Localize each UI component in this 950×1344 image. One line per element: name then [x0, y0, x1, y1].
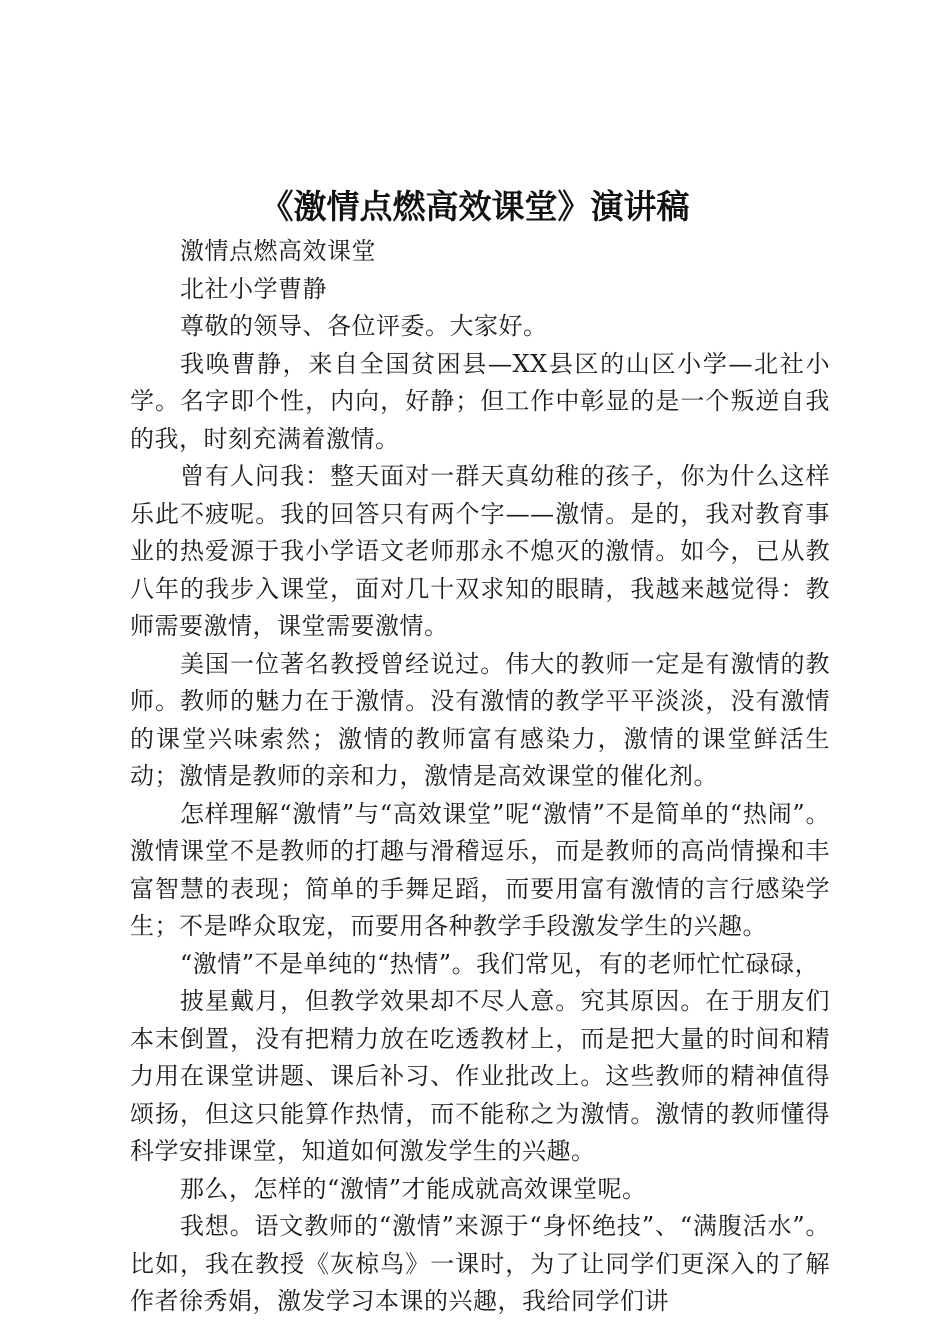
paragraph: “激情”不是单纯的“热情”。我们常见，有的老师忙忙碌碌，: [180, 949, 820, 978]
paragraph: 披星戴月，但教学效果却不尽人意。究其原因。在于朋友们本末倒置，没有把精力放在吃透教材上，而是把大量的时间和精力用在课堂讲题、课后补习、作业批改上。这些教师的精神值得颂扬，但这只能算作热情，而不能称之为激情。激情的教师懂得科学安排课堂，知道如何激发学生的兴趣。: [130, 987, 830, 1165]
paragraph: 我想。语文教师的“激情”来源于“身怀绝技”、“满腹活水”。比如，我在教授《灰椋鸟》一课时，为了让同学们更深入的了解作者徐秀娟，激发学习本课的兴趣，我给同学们讲: [130, 1212, 830, 1315]
document-body: [130, 233, 830, 1321]
document-title: 《激情点燃高效课堂》演讲稿: [260, 187, 690, 226]
paragraph-subtitle: 激情点燃高效课堂: [180, 237, 376, 265]
paragraph: 美国一位著名教授曾经说过。伟大的教师一定是有激情的教师。教师的魅力在于激情。没有激情的教学平平淡淡，没有激情的课堂兴味索然；激情的教师富有感染力，激情的课堂鲜活生动；激情是教师的亲和力，激情是高效课堂的催化剂。: [130, 649, 830, 790]
paragraph: 我唤曹静，来自全国贫困县—XX县区的山区小学—北社小学。名字即个性，内向，好静；但工作中彰显的是一个叛逆自我的我，时刻充满着激情。: [130, 349, 830, 453]
paragraph: 曾有人问我：整天面对一群天真幼稚的孩子，你为什么这样乐此不疲呢。我的回答只有两个字——激情。是的，我对教育事业的热爱源于我小学语文老师那永不熄灭的激情。如今，已从教八年的我步入课堂，面对几十双求知的眼睛，我越来越觉得：教师需要激情，课堂需要激情。: [130, 462, 830, 640]
paragraph-greeting: 尊敬的领导、各位评委。大家好。: [180, 312, 548, 340]
paragraph: 怎样理解“激情”与“高效课堂”呢“激情”不是简单的“热闹”。激情课堂不是教师的打趣与滑稽逗乐，而是教师的高尚情操和丰富智慧的表现；简单的手舞足蹈，而要用富有激情的言行感染学生；不是哗众取宠，而要用各种教学手段激发学生的兴趣。: [130, 799, 830, 940]
paragraph: 那么，怎样的“激情”才能成就高效课堂呢。: [180, 1174, 647, 1203]
paragraph-author: 北社小学曹静: [180, 274, 327, 303]
